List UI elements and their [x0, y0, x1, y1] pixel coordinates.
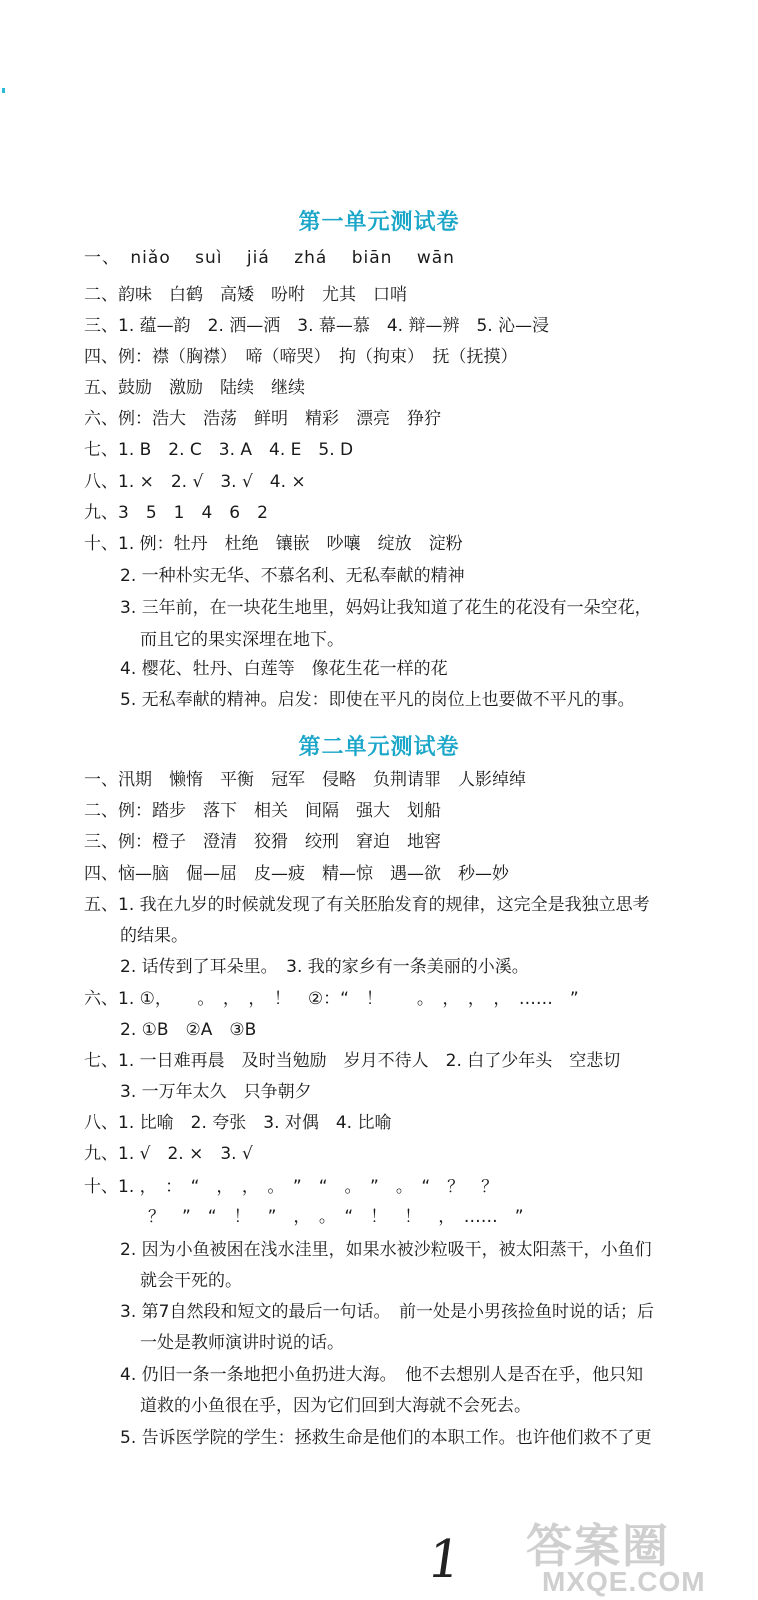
unit-2-line: 五、1. 我在九岁的时候就发现了有关胚胎发育的规律，这完全是我独立思考 — [84, 895, 650, 915]
unit-2-line: 2. 话传到了耳朵里。 3. 我的家乡有一条美丽的小溪。 — [120, 957, 529, 977]
unit-1-line: 而且它的果实深埋在地下。 — [140, 630, 344, 650]
pinyin-2: suì — [195, 248, 223, 268]
unit-1-line: 四、例：襟（胸襟） 啼（啼哭） 拘（拘束） 抚（抚摸） — [84, 347, 518, 367]
unit-2-line: 2. ①B ②A ③B — [120, 1020, 257, 1040]
unit-1-line: 十、1. 例：牡丹 杜绝 镶嵌 吵嚷 绽放 淀粉 — [84, 534, 463, 554]
unit-2-line: 2. 因为小鱼被困在浅水洼里，如果水被沙粒吸干，被太阳蒸干，小鱼们 — [120, 1240, 652, 1260]
unit-2-line: 八、1. 比喻 2. 夸张 3. 对偶 4. 比喻 — [84, 1113, 392, 1133]
unit-2-line: 三、例：橙子 澄清 狡猾 绞刑 窘迫 地窖 — [84, 832, 441, 852]
unit-1-line: 4. 樱花、牡丹、白莲等 像花生花一样的花 — [120, 659, 448, 679]
unit-2-line: 3. 第7自然段和短文的最后一句话。 前一处是小男孩捡鱼时说的话；后 — [120, 1302, 654, 1322]
pinyin-6: wān — [416, 248, 455, 268]
unit-2-line: 七、1. 一日难再晨 及时当勉励 岁月不待人 2. 白了少年头 空悲切 — [84, 1051, 621, 1071]
unit-1-line: 3. 三年前，在一块花生地里，妈妈让我知道了花生的花没有一朵空花， — [120, 598, 652, 618]
unit-1-line: 七、1. B 2. C 3. A 4. E 5. D — [84, 440, 354, 460]
unit-2-title: 第二单元测试卷 — [298, 735, 460, 760]
unit-2-line: 六、1. ①， 。 ， ， ！ ②：“ ！ 。 ， ， ， …… ” — [84, 989, 579, 1009]
unit-1-line: 5. 无私奉献的精神。启发：即使在平凡的岗位上也要做不平凡的事。 — [120, 690, 635, 710]
pinyin-5: biān — [351, 248, 393, 268]
unit-2-line: 十、1. ， ： “ ， ， 。 ” “ 。 ” 。 “ ？ ？ — [84, 1177, 499, 1197]
unit-2-line: 的结果。 — [120, 926, 188, 946]
unit-2-line: 九、1. √ 2. × 3. √ — [84, 1144, 253, 1164]
unit-2-line: ？ ” “ ！ ” ， 。 “ ！ ！ ， …… ” — [148, 1207, 524, 1227]
unit-1-title: 第一单元测试卷 — [298, 210, 460, 235]
unit-2-line: 二、例：踏步 落下 相关 间隔 强大 划船 — [84, 801, 441, 821]
edge-mark — [2, 88, 5, 93]
unit-2-line: 3. 一万年太久 只争朝夕 — [120, 1082, 312, 1102]
unit-2-line: 一处是教师演讲时说的话。 — [140, 1333, 344, 1353]
unit-1-line: 九、3 5 1 4 6 2 — [84, 503, 268, 523]
pinyin-1: niǎo — [130, 248, 171, 268]
page-number: 1 — [423, 1530, 466, 1590]
unit-2-line: 一、汛期 懒惰 平衡 冠军 侵略 负荆请罪 人影绰绰 — [84, 770, 526, 790]
unit-2-line: 就会干死的。 — [140, 1271, 242, 1291]
unit-2-line: 道救的小鱼很在乎，因为它们回到大海就不会死去。 — [140, 1396, 531, 1416]
pinyin-3: jiá — [246, 248, 270, 268]
unit-2-line: 四、恼—脑 倔—屈 皮—疲 精—惊 遇—欲 秒—妙 — [84, 864, 509, 884]
pinyin-prefix: 一、 — [84, 248, 120, 268]
unit-1-line: 2. 一种朴实无华、不慕名利、无私奉献的精神 — [120, 566, 465, 586]
unit-1-line: 三、1. 蕴—韵 2. 洒—洒 3. 幕—慕 4. 辩—辨 5. 沁—浸 — [84, 316, 550, 336]
unit-2-line: 5. 告诉医学院的学生：拯救生命是他们的本职工作。也许他们救不了更 — [120, 1428, 652, 1448]
unit-1-line-1-pinyin — [84, 248, 473, 268]
watermark-url: MXQE.COM — [542, 1566, 706, 1597]
pinyin-4: zhá — [294, 248, 328, 268]
unit-1-line: 二、韵味 白鹤 高矮 吩咐 尤其 口哨 — [84, 285, 407, 305]
watermark-title: 答案圈 — [526, 1520, 670, 1572]
unit-2-line: 4. 仍旧一条一条地把小鱼扔进大海。 他不去想别人是否在乎，他只知 — [120, 1365, 644, 1385]
unit-1-line: 五、鼓励 激励 陆续 继续 — [84, 378, 305, 398]
unit-1-line: 八、1. × 2. √ 3. √ 4. × — [84, 472, 306, 492]
watermark — [520, 1508, 755, 1598]
unit-1-line: 六、例：浩大 浩荡 鲜明 精彩 漂亮 狰狞 — [84, 409, 441, 429]
